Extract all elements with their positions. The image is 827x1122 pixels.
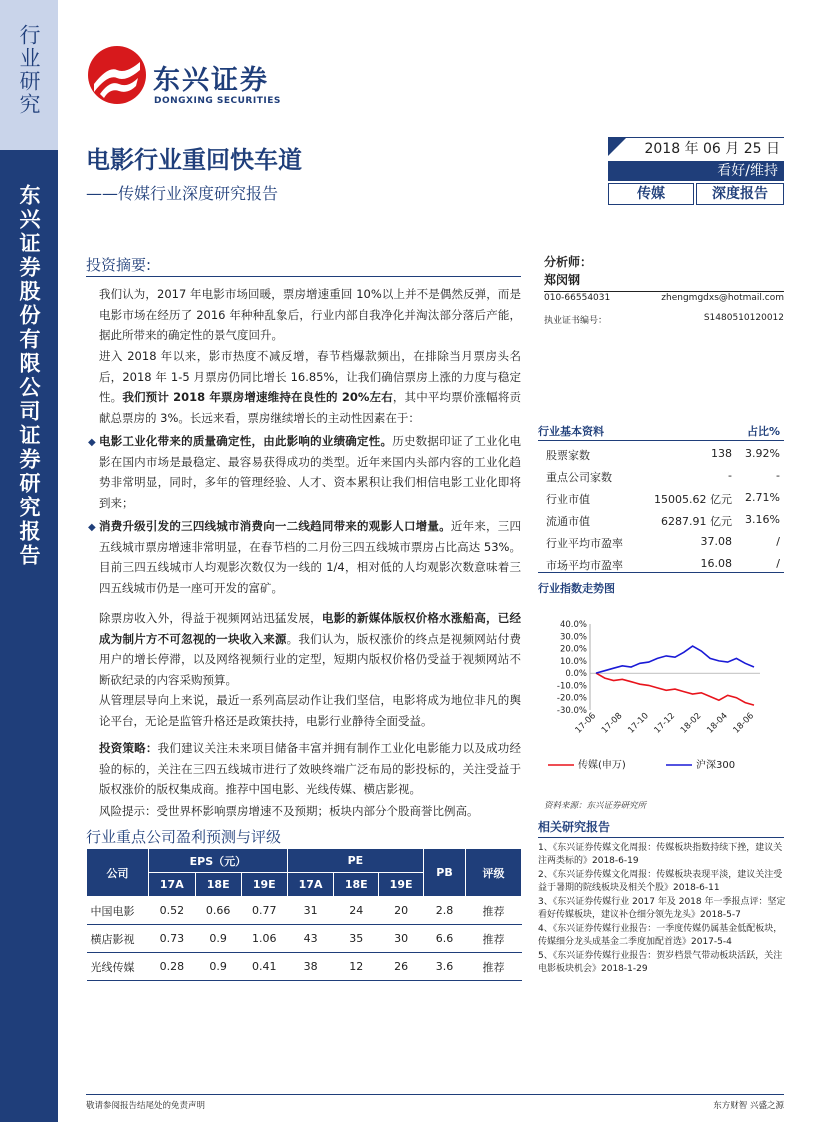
legend-label: 传媒(申万) — [578, 760, 626, 771]
related-report-item[interactable]: 2、《东兴证券传媒文化周报：传媒板块表现平淡，建议关注受益于暑期的院线板块及相关个股》2018-6-11 — [538, 870, 783, 893]
summary-bullet-2: 消费升级引发的三四线城市消费向一二线趋同带来的观影人口增量。近年来，三四五线城市票房增速非常明显，在春节档的二月份三四五线城市票房占比高达 53%。目前三四五线城市人均观影次数仅为一线的 1/4，相对低的人均观影次数意味着三四五线城市仍是一座可开发的富矿。 — [99, 519, 522, 595]
related-report-item[interactable]: 1、《东兴证券传媒文化周报：传媒板块指数持续下挫，建议关注两类标的》2018-6-19 — [538, 843, 783, 866]
table-row: 光线传媒 0.28 0.9 0.41 38 12 26 3.6 推荐 — [87, 953, 522, 981]
y-tick-label: -30.0% — [556, 706, 587, 716]
highlight-text: 我们预计 2018 年票房增速维持在良性的 20%左右 — [122, 390, 393, 404]
analyst-name: 郑闵钢 — [544, 273, 581, 287]
summary-heading: 投资摘要: — [86, 256, 152, 274]
chart-source: 资料来源：东兴证券研究所 — [544, 801, 647, 811]
analyst-contact — [544, 293, 784, 303]
forecast-table — [86, 848, 522, 981]
share-col-label: 占比% — [746, 425, 780, 438]
related-report-item[interactable]: 5、《东兴证券传媒行业报告：贺岁档景气带动板块活跃，关注电影板块机会》2018-1-29 — [538, 951, 783, 974]
summary-risk: 风险提示：受世界杯影响票房增速不及预期；板块内部分个股商誉比例高。 — [99, 804, 479, 818]
report-date: 2018 年 06 月 25 日 — [608, 137, 784, 157]
col-pe-17a: 17A — [287, 873, 334, 897]
table-row: 中国电影 0.52 0.66 0.77 31 24 20 2.8 推荐 — [87, 897, 522, 925]
series-line — [596, 673, 754, 705]
cert-label: 执业证书编号： — [544, 316, 608, 326]
legend-label: 沪深300 — [696, 760, 736, 771]
col-pe-19e: 19E — [379, 873, 424, 897]
col-eps: EPS（元） — [149, 849, 288, 873]
industry-data-row: 行业市值 15005.62 亿元 2.71% — [546, 491, 780, 506]
x-tick-label: 18-04 — [705, 711, 730, 736]
col-rating: 评级 — [466, 849, 522, 897]
col-eps-18e: 18E — [195, 873, 241, 897]
report-title: 电影行业重回快车道 — [86, 146, 302, 174]
industry-data-divider — [538, 572, 784, 573]
series-line — [596, 646, 754, 673]
bullet-diamond-icon: ◆ — [88, 437, 96, 448]
analyst-divider — [544, 291, 784, 292]
summary-paragraph-3: 除票房收入外，得益于视频网站迅猛发展，电影的新媒体版权价格水涨船高，已经成为制片方不可忽视的一块收入来源。我们认为，版权涨价的终点是视频网站付费用户的增长停滞，以及网络视频行业的定型，短期内版权价格仍受益于视频网站不断砍纪录的内容采购预算。 — [99, 611, 521, 687]
x-tick-label: 17-12 — [652, 711, 678, 736]
sector-tag: 传媒 — [608, 183, 694, 205]
col-eps-19e: 19E — [241, 873, 287, 897]
cert-number: S1480510120012 — [703, 313, 784, 323]
x-tick-label: 17-06 — [573, 711, 599, 736]
summary-paragraph-2: 进入 2018 年以来，影市热度不减反增，春节档爆款频出，在排除当月票房头名后，2018 年 1-5 月票房仍同比增长 16.85%，让我们确信票房上涨的力度与稳定性。我们预计 2018 年票房增速维持在良性的 20%左右，其中平均票价涨幅将贡献总票房的 3%。长远来看，票房继续增长的主动性因素在于： — [99, 349, 522, 425]
col-pb: PB — [424, 849, 466, 897]
related-reports-heading: 相关研究报告 — [538, 818, 784, 838]
y-tick-label: 40.0% — [559, 620, 587, 630]
report-subtitle: ——传媒行业深度研究报告 — [86, 184, 279, 203]
x-tick-label: 17-08 — [599, 711, 625, 736]
industry-data-header — [538, 423, 784, 441]
x-tick-label: 18-06 — [731, 711, 757, 736]
logo-en-text: DONGXING SECURITIES — [154, 96, 281, 106]
col-pe-18e: 18E — [334, 873, 379, 897]
x-tick-label: 17-10 — [626, 711, 651, 736]
sidebar-category-label: 行业研究 — [17, 24, 41, 116]
y-tick-label: 20.0% — [559, 644, 587, 655]
summary-paragraph-4: 从管理层导向上来说，最近一系列高层动作让我们坚信，电影将成为地位非凡的舆论平台，无论是监管升格还是政策扶持，电影行业静待全面受益。 — [99, 693, 521, 728]
bullet-diamond-icon: ◆ — [88, 522, 96, 533]
analyst-phone: 010-66554031 — [544, 293, 611, 303]
summary-paragraph-1: 我们认为，2017 年电影市场回暖，票房增速重回 10%以上并不是偶然反弹，而是电影市场在经历了 2016 年种种乱象后，行业内部自我净化并淘汰部分落后产能，据此所带来的确定性的景气度回升。 — [99, 287, 521, 342]
industry-data-heading: 行业基本资料 — [538, 425, 604, 438]
y-tick-label: 30.0% — [559, 632, 587, 643]
summary-strategy: 投资策略：我们建议关注未来项目储备丰富并拥有制作工业化电影能力以及成功经验的标的，关注在三四五线城市进行了效映终端广泛布局的影投标的，关注受益于版权涨价的版权集成商。推荐中国电影、光线传媒、横店影视。 — [99, 741, 522, 796]
industry-data-row: 行业平均市盈率 37.08 / — [546, 535, 780, 550]
col-pe: PE — [287, 849, 423, 873]
col-eps-17a: 17A — [149, 873, 196, 897]
footer-divider — [86, 1094, 784, 1095]
sidebar-top — [0, 0, 58, 150]
industry-data-row: 市场平均市盈率 16.08 / — [546, 557, 780, 572]
col-company: 公司 — [87, 849, 149, 897]
forecast-title: 行业重点公司盈利预测与评级 — [86, 828, 282, 846]
table-row: 横店影视 0.73 0.9 1.06 43 35 30 6.6 推荐 — [87, 925, 522, 953]
footer-disclaimer: 敬请参阅报告结尾处的免责声明 — [86, 1101, 206, 1111]
analyst-cert — [544, 313, 784, 326]
sidebar-company-label: 东兴证券股份有限公司证券研究报告 — [17, 184, 41, 568]
logo-cn-text: 东兴证券 — [153, 65, 269, 96]
analyst-email: zhengmgdxs@hotmail.com — [661, 293, 784, 303]
y-tick-label: 10.0% — [559, 656, 587, 667]
summary-divider — [86, 276, 521, 277]
related-report-item[interactable]: 4、《东兴证券传媒行业报告：一季度传媒仍属基金低配板块，传媒细分龙头成基金二季度加配首选》2017-5-4 — [538, 924, 783, 947]
x-tick-label: 18-02 — [678, 711, 704, 736]
y-tick-label: -20.0% — [556, 693, 587, 704]
footer-slogan: 东方财智 兴盛之源 — [713, 1101, 784, 1111]
industry-data-row: 重点公司家数 - - — [546, 469, 780, 484]
analyst-label: 分析师： — [544, 255, 593, 269]
report-type-tag: 深度报告 — [696, 183, 784, 205]
y-tick-label: 0.0% — [565, 669, 587, 680]
y-tick-label: -10.0% — [556, 681, 587, 692]
index-trend-chart — [538, 600, 784, 790]
chart-title: 行业指数走势图 — [538, 582, 615, 595]
sidebar-bottom — [0, 150, 58, 1122]
summary-bullet-1: 电影工业化带来的质量确定性，由此影响的业绩确定性。历史数据印证了工业化电影在国内市场是最稳定、最容易获得成功的类型。近年来国内头部内容的工业化趋势非常明显，同时，多年的管理经验、人才、资本累积让我们相信电影工业化即将到来； — [99, 434, 522, 510]
related-report-item[interactable]: 3、《东兴证券传媒行业 2017 年及 2018 年一季报点评：坚定看好传媒板块，建议补仓细分领先龙头》2018-5-7 — [538, 897, 786, 920]
company-logo — [86, 44, 316, 114]
industry-data-row: 流通市值 6287.91 亿元 3.16% — [546, 513, 780, 528]
rating-badge: 看好/维持 — [608, 161, 784, 181]
logo-emblem-icon — [86, 44, 148, 106]
industry-data-row: 股票家数 138 3.92% — [546, 447, 780, 462]
